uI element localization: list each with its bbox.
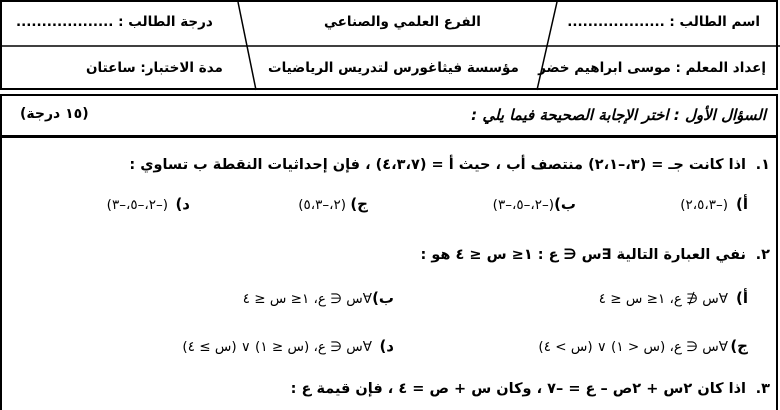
q1-option-c-text[interactable]: (٢،–٥،٣) <box>298 197 346 213</box>
q2-option-b-letter[interactable]: ب) <box>372 289 394 307</box>
q2-option-b-text[interactable]: ∀س ∈ ع، ١≤ س ≤ ٤ <box>242 291 372 307</box>
question-1-stem: اذا كانت جـ = (٣،–٢،١) منتصف أب ، حيث أ = (٤،٣،٧) ، فإن إحداثيات النقطة ب تساوي : <box>129 157 746 173</box>
question-2-stem: نفي العبارة التالية ∃س ∈ ع : ١≤ س ≤ ٤ هو : <box>420 247 746 263</box>
section-header <box>0 94 778 135</box>
student-grade-field: درجة الطالب : ................... <box>16 14 213 30</box>
q2-option-c-text[interactable]: ∀س ∈ ع، (س < ١) ∨ (س > ٤) <box>538 339 728 355</box>
q2-option-a-text[interactable]: ∀س ∉ ع، ١≤ س ≤ ٤ <box>598 291 728 307</box>
teacher-label: إعداد المعلم : موسى ابراهيم خضر <box>538 60 766 76</box>
divider <box>2 137 776 138</box>
q2-option-d-text[interactable]: ∀س ∈ ع، (س ≤ ١) ∨ (س ≥ ٤) <box>182 339 372 355</box>
q2-option-d-letter[interactable]: د) <box>379 337 394 355</box>
branch-label: الفرع العلمي والصناعي <box>324 14 481 30</box>
q2-option-a-letter[interactable]: أ) <box>736 289 748 307</box>
question-1-number: ١. <box>755 157 770 173</box>
question-3-number: ٣. <box>755 381 770 397</box>
question-2-number: ٢. <box>755 247 770 263</box>
q1-option-b-letter[interactable]: ب) <box>554 195 576 213</box>
q1-option-b-text[interactable]: (–٢،–٥،–٣) <box>492 197 554 213</box>
question-3-stem: اذا كان ٢س + ٢ص – ع = –٧ ، وكان س + ص = ٤ ، فإن قيمة ع : <box>290 381 746 397</box>
exam-header <box>0 0 778 90</box>
q1-option-c-letter[interactable]: ج) <box>350 195 368 213</box>
q2-option-c-letter[interactable]: ج) <box>730 337 748 355</box>
q1-option-d-letter[interactable]: د) <box>175 195 190 213</box>
questions-area <box>0 135 778 410</box>
duration-label: مدة الاختبار: ساعتان <box>86 60 223 76</box>
institute-label: مؤسسة فيثاغورس لتدريس الرياضيات <box>268 60 519 76</box>
section-marks: (١٥ درجة) <box>20 106 89 122</box>
section-title: السؤال الأول : اختر الإجابة الصحيحة فيما يلي : <box>471 106 766 124</box>
q1-option-a-text[interactable]: (–٢،٥،٣) <box>680 197 728 213</box>
q1-option-a-letter[interactable]: أ) <box>736 195 748 213</box>
student-name-field: اسم الطالب : ................... <box>567 14 760 30</box>
q1-option-d-text[interactable]: (–٢،–٥،–٣) <box>106 197 168 213</box>
